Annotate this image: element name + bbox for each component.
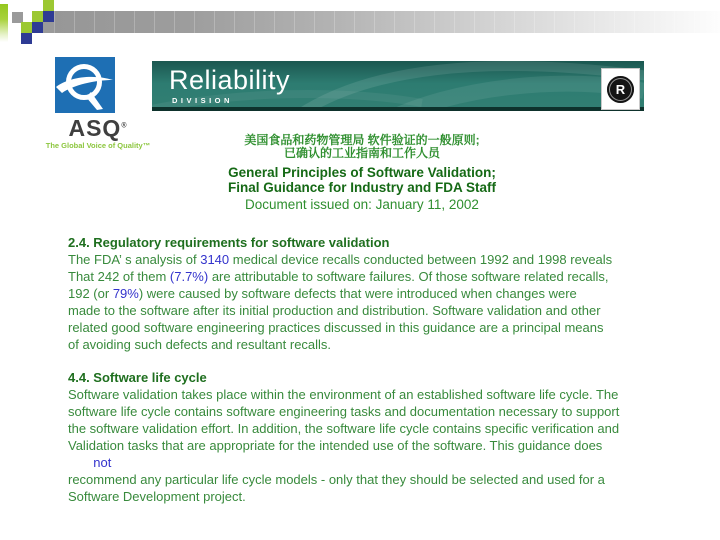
highlighted-text: 79% <box>112 286 139 301</box>
body-text: That 242 of them <box>68 269 170 284</box>
asq-tagline: The Global Voice of Quality™ <box>45 141 151 150</box>
reliability-banner <box>152 61 644 111</box>
body-text: made to the software after its initial production and distribution. Software validation and other <box>68 303 601 318</box>
body-text: of avoiding such defects and resultant recalls. <box>68 337 332 352</box>
body-text: ) were caused by software defects that were introduced when changes were <box>138 286 577 301</box>
pixel-square <box>43 22 54 33</box>
body-text: Validation tasks that are appropriate for the intended use of the software. This guidance does <box>68 438 603 453</box>
body-text: the software validation effort. In addition, the software life cycle contains specific verification and <box>68 421 620 436</box>
body-text: medical device recalls conducted between 1992 and 1998 reveals <box>229 252 613 267</box>
pixel-square <box>43 11 54 22</box>
body-text: related good software engineering practices discussed in this guidance are a principal means <box>68 320 604 335</box>
body-text: 192 (or <box>68 286 113 301</box>
body-line <box>68 437 668 454</box>
title-chinese-line1: 美国食品和药物管理局 软件验证的一般原则; <box>244 133 480 147</box>
banner-subtitle: DIVISION <box>172 96 233 105</box>
body-text: recommend any particular life cycle models - only that they should be selected and used for a <box>68 472 605 487</box>
section-heading: 4.4. Software life cycle <box>68 370 207 385</box>
title-block <box>2 134 720 213</box>
pixel-square <box>21 22 32 33</box>
body-line <box>68 268 668 285</box>
asq-acronym: ASQ <box>68 115 122 141</box>
badge-letter: R <box>615 81 626 97</box>
gradient-bar-horizontal <box>54 11 720 33</box>
section-heading: 2.4. Regulatory requirements for software validation <box>68 235 390 250</box>
title-chinese-line2: 已确认的工业指南和工作人员 <box>283 145 440 160</box>
body-line <box>68 403 668 420</box>
gradient-bar-vertical <box>0 4 8 42</box>
pixel-square <box>32 22 43 33</box>
body-line <box>68 319 668 336</box>
body-text: The FDA’ s analysis of <box>68 252 201 267</box>
banner-title: Reliability <box>169 65 291 95</box>
reliability-division-badge <box>601 68 640 110</box>
registered-mark: ® <box>121 122 128 130</box>
highlighted-text: (7.7%) <box>169 269 209 284</box>
pixel-square <box>32 11 43 22</box>
pixel-square <box>21 33 32 44</box>
highlighted-text: not <box>93 455 112 470</box>
body-line <box>68 386 668 403</box>
body-line <box>68 302 668 319</box>
body-line <box>68 420 668 437</box>
body-sections <box>68 234 668 505</box>
body-line <box>68 454 668 471</box>
document-date-line: Document issued on: January 11, 2002 <box>245 197 479 213</box>
body-text: are attributable to software failures. Of those software related recalls, <box>208 269 609 284</box>
body-line <box>68 488 668 505</box>
body-line <box>68 251 668 268</box>
pixel-square <box>43 0 54 11</box>
body-text: software life cycle contains software engineering tasks and documentation necessary to support <box>68 404 620 419</box>
section-gap <box>68 353 668 369</box>
body-text: Software Development project. <box>68 489 246 504</box>
title-english-line1: General Principles of Software Validation; <box>228 164 496 180</box>
title-english-line2: Final Guidance for Industry and FDA Staff <box>227 180 497 196</box>
body-line <box>68 336 668 353</box>
body-text: Software validation takes place within the environment of an established software life cycle. The <box>68 387 619 402</box>
badge-circle-icon <box>607 76 634 103</box>
body-line <box>68 285 668 302</box>
asq-q-icon <box>55 57 115 113</box>
body-line <box>68 471 668 488</box>
highlighted-text: 3140 <box>200 252 230 267</box>
body-text <box>68 455 93 470</box>
